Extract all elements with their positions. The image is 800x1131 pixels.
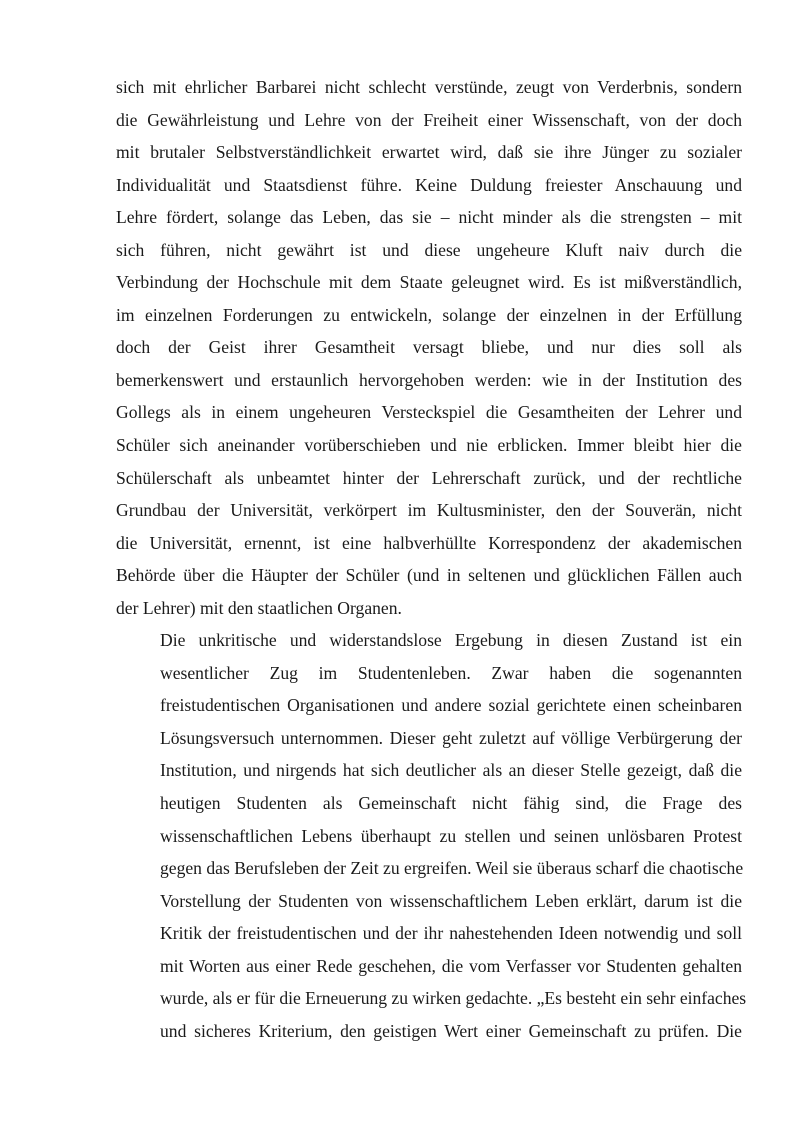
text-line: Gollegs als in einem ungeheuren Versteckspiel die Gesamtheiten der Lehrer und bbox=[116, 402, 742, 423]
body-text bbox=[116, 71, 747, 1047]
text-line: Individualität und Staatsdienst führe. Keine Duldung freiester Anschauung und bbox=[116, 174, 742, 195]
text-line: sich führen, nicht gewährt ist und diese ungeheure Kluft naiv durch die bbox=[116, 239, 742, 260]
text-line: Die unkritische und widerstandslose Ergebung in diesen Zustand ist ein bbox=[160, 630, 742, 651]
text-line: und sicheres Kriterium, den geistigen Wert einer Gemeinschaft zu prüfen. Die bbox=[160, 1020, 742, 1041]
text-line: Schülerschaft als unbeamtet hinter der Lehrerschaft zurück, und der rechtliche bbox=[116, 467, 742, 488]
text-line: der Lehrer) mit den staatlichen Organen. bbox=[116, 597, 402, 618]
text-line: Lehre fördert, solange das Leben, das sie – nicht minder als die strengsten – mit bbox=[116, 207, 742, 228]
text-line: freistudentischen Organisationen und andere sozial gerichtete einen scheinbaren bbox=[160, 695, 742, 716]
text-line: Behörde über die Häupter der Schüler (und in seltenen und glücklichen Fällen auch bbox=[116, 565, 742, 586]
text-line: wurde, als er für die Erneuerung zu wirken gedachte. „Es besteht ein sehr einfaches bbox=[160, 988, 747, 1009]
text-line: die Gewährleistung und Lehre von der Freiheit einer Wissenschaft, von der doch bbox=[116, 109, 742, 130]
text-line: doch der Geist ihrer Gesamtheit versagt bliebe, und nur dies soll als bbox=[116, 337, 742, 358]
text-line: Institution, und nirgends hat sich deutlicher als an dieser Stelle gezeigt, daß die bbox=[160, 760, 742, 781]
text-line: gegen das Berufsleben der Zeit zu ergreifen. Weil sie überaus scharf die chaotische bbox=[160, 858, 744, 879]
paragraph-2 bbox=[116, 624, 747, 1047]
text-line: Lösungsversuch unternommen. Dieser geht zuletzt auf völlige Verbürgerung der bbox=[160, 727, 742, 748]
text-line: wesentlicher Zug im Studentenleben. Zwar haben die sogenannten bbox=[160, 662, 742, 683]
text-line: mit Worten aus einer Rede geschehen, die vom Verfasser vor Studenten gehalten bbox=[160, 955, 742, 976]
text-line: mit brutaler Selbstverständlichkeit erwartet wird, daß sie ihre Jünger zu sozialer bbox=[116, 142, 742, 163]
text-line: wissenschaftlichen Lebens überhaupt zu stellen und seinen unlösbaren Protest bbox=[160, 825, 742, 846]
text-line: Kritik der freistudentischen und der ihr nahestehenden Ideen notwendig und soll bbox=[160, 923, 742, 944]
text-line: die Universität, ernennt, ist eine halbverhüllte Korrespondenz der akademischen bbox=[116, 532, 742, 553]
text-line: bemerkenswert und erstaunlich hervorgehoben werden: wie in der Institution des bbox=[116, 369, 742, 390]
text-line: Vorstellung der Studenten von wissenschaftlichem Leben erklärt, darum ist die bbox=[160, 890, 742, 911]
text-line: im einzelnen Forderungen zu entwickeln, solange der einzelnen in der Erfüllung bbox=[116, 304, 742, 325]
text-line: Grundbau der Universität, verkörpert im Kultusminister, den der Souverän, nicht bbox=[116, 500, 742, 521]
text-line: Verbindung der Hochschule mit dem Staate geleugnet wird. Es ist mißverständlich, bbox=[116, 272, 742, 293]
text-line: heutigen Studenten als Gemeinschaft nicht fähig sind, die Frage des bbox=[160, 793, 742, 814]
paragraph-1 bbox=[116, 71, 742, 624]
text-line: sich mit ehrlicher Barbarei nicht schlecht verstünde, zeugt von Verderbnis, sondern bbox=[116, 77, 742, 97]
text-line: Schüler sich aneinander vorüberschieben und nie erblicken. Immer bleibt hier die bbox=[116, 435, 742, 456]
